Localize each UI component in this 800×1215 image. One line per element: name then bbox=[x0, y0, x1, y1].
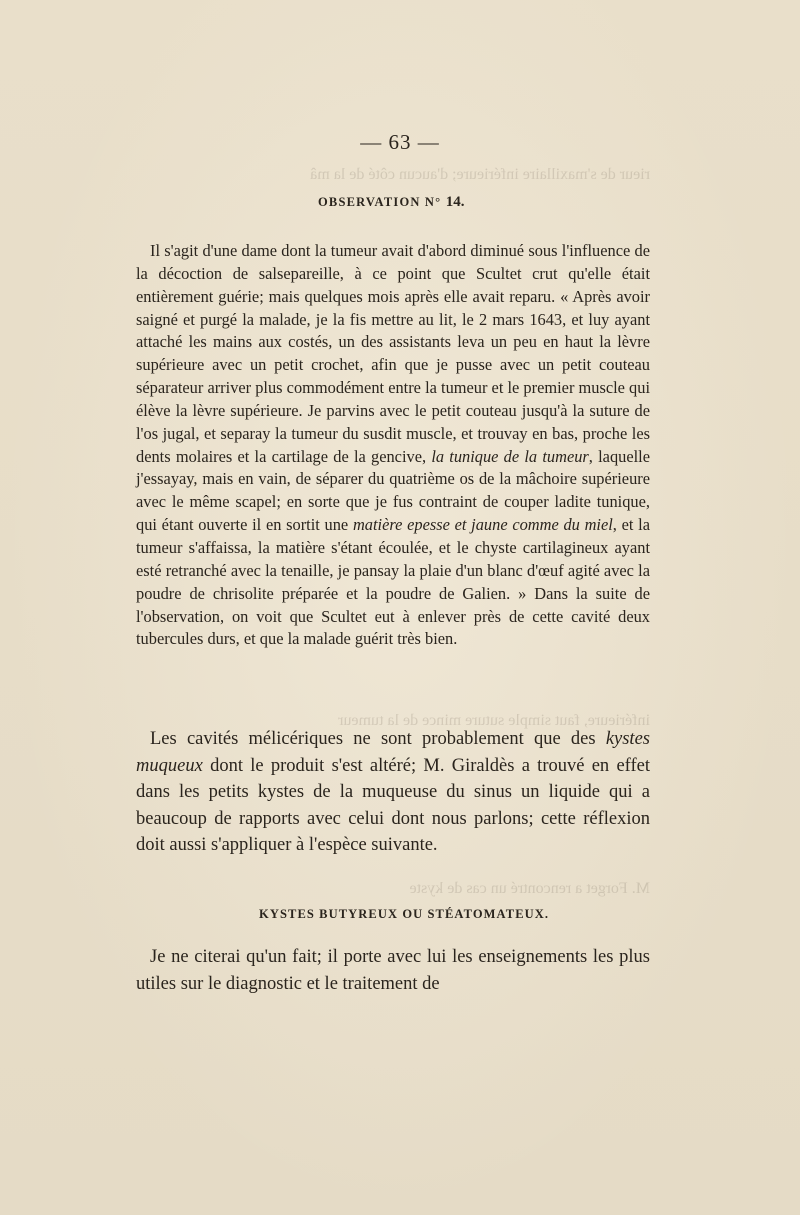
observation-label: OBSERVATION N° bbox=[318, 195, 442, 209]
quote-italic-1: la tunique de la tumeur bbox=[431, 446, 589, 466]
quote-text-3: , et la tumeur s'affaissa, la matière s'étant écoulée, et le chyste cartilagineux ayant esté retranché avec la tenaille, je pansay la plaie d'un blanc d'œuf agité avec la poudre de chrisolite préparée et la poudre de Galien. » Dans la suite de l'observation, on voit que Scultet eut à enlever près de cette cavité deux tubercules durs, et que la malade guérit très bien. bbox=[136, 515, 650, 649]
body-paragraph-2: Je ne citerai qu'un fait; il porte avec lui les enseignements les plus utiles sur le diagnostic et le traitement de bbox=[136, 947, 650, 994]
paragraph1-text-2: dont le produit s'est altéré; M. Giraldès a trouvé en effet dans les petits kystes de la muqueuse du sinus un liquide qui a beaucoup de rapports avec celui dont nous parlons; cette réflexion doit aussi s'appliquer à l'espèce suivante. bbox=[136, 755, 650, 855]
paragraph1-italic: kystes muqueux bbox=[136, 729, 650, 776]
bleed-through-text: inférieure, faut simple suture mince de la tumeur bbox=[338, 712, 650, 729]
quote-text-2: , laquelle j'essayay, mais en vain, de séparer du quatrième os de la mâchoire supérieure avec le même scapel; en sorte que je fus contraint de couper ladite tunique, qui étant ouverte il en sortit une bbox=[136, 446, 650, 535]
observation-number: 14. bbox=[445, 194, 465, 210]
paragraph1-text-1: Les cavités mélicériques ne sont probablement que des bbox=[150, 729, 596, 749]
quote-text-1: Il s'agit d'une dame dont la tumeur avait d'abord diminué sous l'influence de la décoction de salsepareille, à ce point que Scultet crut qu'elle était entièrement guérie; mais quelques mois après elle avait reparu. « Après avoir saigné et purgé la malade, je la fis mettre au lit, le 2 mars 1643, et luy ayant attaché les mains aux costés, un des assistants leva un peu en haut la lèvre supérieure avec un petit crochet, afin que je pusse avec un petit couteau séparateur arriver plus commodément entre la tumeur et le premier muscle qui élève la lèvre supérieure. Je parvins avec le petit couteau jusqu'à la suture de l'os jugal, et separay la tumeur du susdit muscle, et trouvay en bas, proche les dents molaires et la cartilage de la gencive, bbox=[136, 241, 650, 466]
section-heading: KYSTES BUTYREUX OU STÉATOMATEUX. bbox=[259, 907, 550, 921]
observation-text bbox=[136, 240, 650, 651]
bleed-through-text: rieur de s'maxillaire inférieure; d'aucun côté de la mâ bbox=[310, 166, 650, 183]
page-number: — 63 — bbox=[360, 130, 440, 154]
body-paragraph-1 bbox=[136, 726, 650, 859]
bleed-through-text: M. Forget a rencontré un cas de kyste bbox=[409, 880, 650, 897]
observation-heading bbox=[318, 194, 464, 211]
quote-italic-2: matière epesse et jaune comme du miel bbox=[352, 515, 613, 535]
